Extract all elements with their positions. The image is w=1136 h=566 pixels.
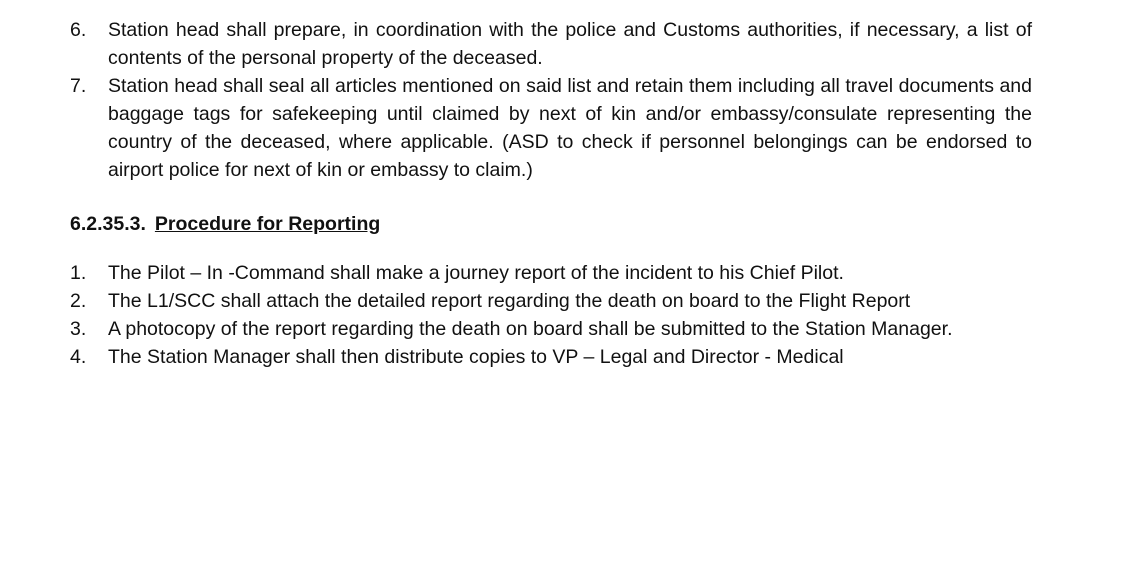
list-item-number: 2.: [70, 290, 87, 312]
list-item-text: The L1/SCC shall attach the detailed report regarding the death on board to the Flight Report: [108, 290, 911, 312]
list-item: [0, 72, 1032, 184]
list-item: [0, 259, 1032, 287]
list-item-number: 6.: [70, 19, 87, 41]
list-item: [0, 16, 1032, 72]
list-item-text: The Station Manager shall then distribute copies to VP – Legal and Director - Medical: [108, 346, 844, 368]
list-item: [0, 287, 1032, 315]
list-item-text: The Pilot – In -Command shall make a journey report of the incident to his Chief Pilot.: [108, 262, 844, 284]
section-heading: [70, 210, 380, 238]
section-title: Procedure for Reporting: [154, 213, 381, 235]
list-item-text: A photocopy of the report regarding the death on board shall be submitted to the Station Manager.: [108, 318, 953, 340]
list-item-number: 3.: [70, 318, 87, 340]
list-item-text: Station head shall seal all articles mentioned on said list and retain them including all travel documents and baggage tags for safekeeping until claimed by next of kin and/or embassy/consulate representing the country of the deceased, where applicable. (ASD to check if personnel belongings can be endorsed to airport police for next of kin or embassy to claim.): [108, 75, 1032, 181]
list-item-number: 7.: [70, 75, 87, 97]
list-item-number: 1.: [70, 262, 87, 284]
list-item-text: Station head shall prepare, in coordination with the police and Customs authorities, if necessary, a list of contents of the personal property of the deceased.: [108, 19, 1032, 69]
list-item-number: 4.: [70, 346, 87, 368]
list-item: [0, 315, 1032, 343]
section-number: 6.2.35.3.: [70, 213, 146, 235]
numbered-list-station-duties: [0, 16, 1136, 184]
list-item: [0, 343, 1032, 371]
numbered-list-reporting-procedure: [0, 259, 1136, 371]
